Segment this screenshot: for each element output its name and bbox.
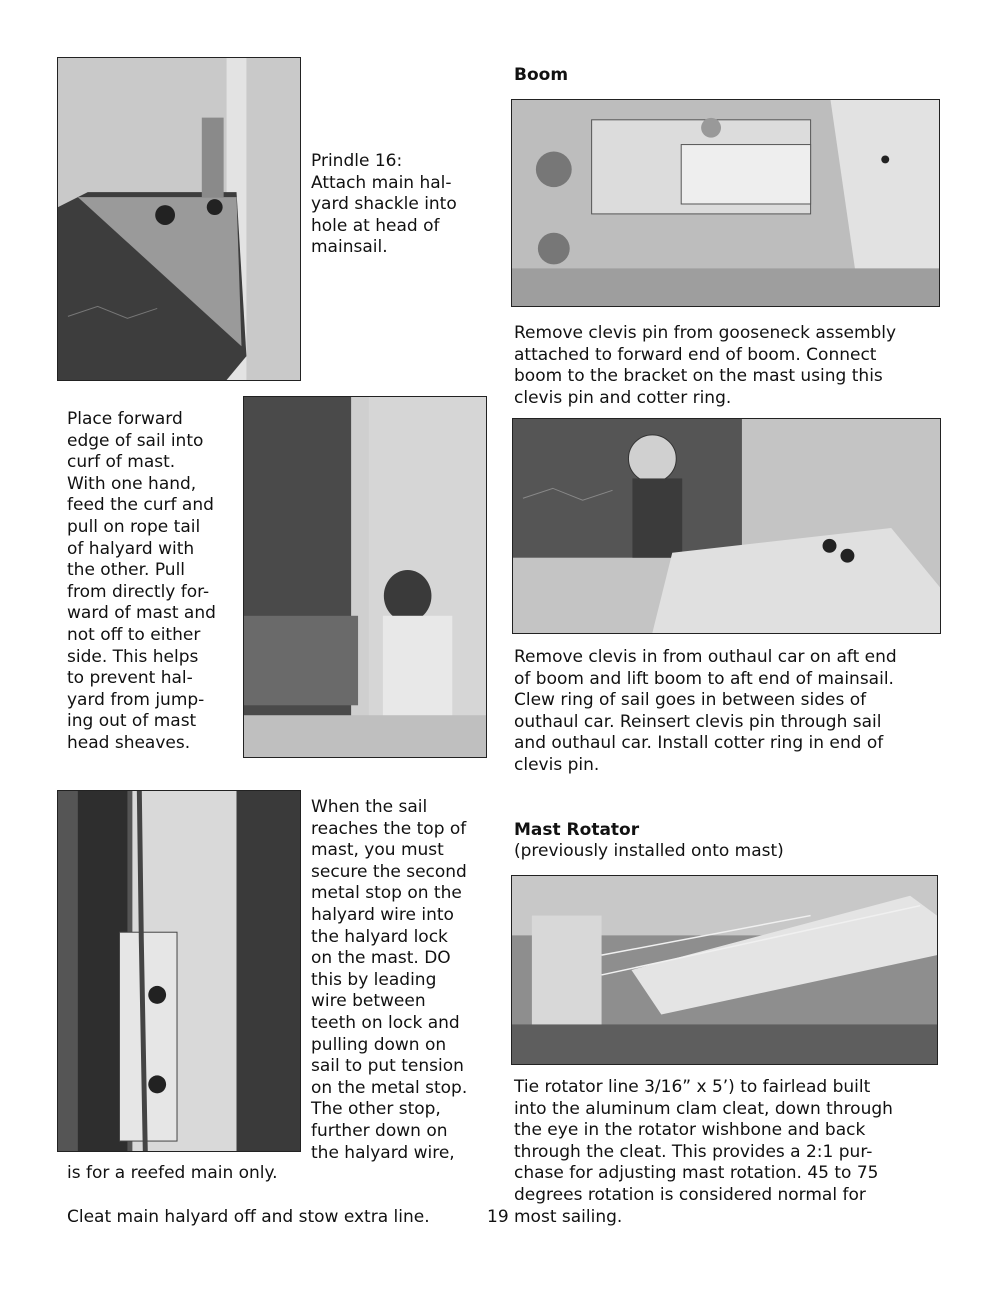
photo-gooseneck xyxy=(511,99,940,307)
mast-rotator-subheading: (previously installed onto mast) xyxy=(514,841,784,861)
prindle-caption: Prindle 16: Attach main hal- yard shackle into hole at head of mainsail. xyxy=(311,151,457,258)
page-number: 19 xyxy=(487,1207,509,1227)
photo-mainsail-head xyxy=(57,57,301,381)
photo-mast-rotator xyxy=(511,875,938,1065)
mast-rotator-caption: Tie rotator line 3/16” x 5’) to fairlead built into the aluminum clam cleat, down through the eye in the rotator wishbone and back through the cleat. This provides a 2:1 pur- chase for adjusting mast rotation. 45 to 75 degrees rotation is considered normal for most sailing. xyxy=(514,1077,893,1227)
forward-edge-caption: Place forward edge of sail into curf of mast. With one hand, feed the curf and pull on rope tail of halyard with the other. Pull from directly for- ward of mast and not off to either side. This helps to prevent hal- yard from jump- ing out of mast head sheaves. xyxy=(67,409,216,753)
reefed-main-text: is for a reefed main only. xyxy=(67,1163,278,1183)
boom-caption: Remove clevis pin from gooseneck assembly attached to forward end of boom. Connect boom to the bracket on the mast using this clevis pin and cotter ring. xyxy=(514,323,897,408)
mast-rotator-heading: Mast Rotator xyxy=(514,820,640,840)
sail-top-caption: When the sail reaches the top of mast, you must secure the second metal stop on the halyard wire into the halyard lock on the mast. DO this by leading wire between teeth on lock and pulling down on sail to put tension on the metal stop. The other stop, further down on the halyard wire, xyxy=(311,797,468,1163)
photo-halyard-lock xyxy=(57,790,301,1152)
cleat-halyard-text: Cleat main halyard off and stow extra line. xyxy=(67,1207,430,1227)
photo-outhaul-car xyxy=(512,418,941,634)
outhaul-caption: Remove clevis in from outhaul car on aft end of boom and lift boom to aft end of mainsail. Clew ring of sail goes in between sides of outhaul car. Reinsert clevis pin through sail and outhaul car. Install cotter ring in end of clevis pin. xyxy=(514,647,897,775)
boom-heading: Boom xyxy=(514,65,569,85)
photo-feeding-sail xyxy=(243,396,487,758)
